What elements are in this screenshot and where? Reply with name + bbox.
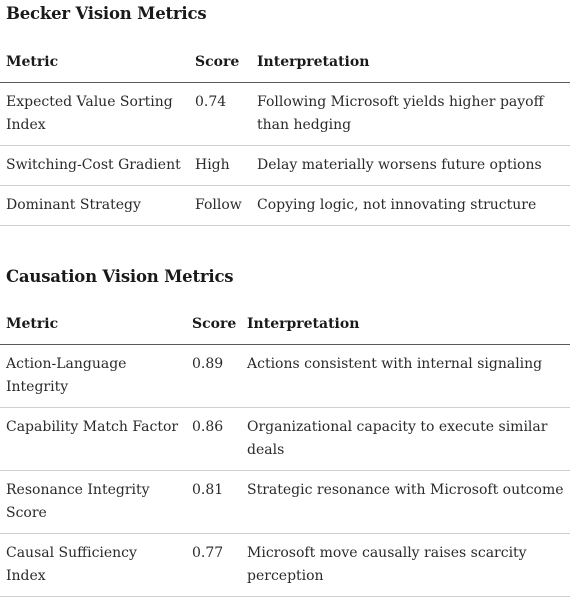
column-header-metric: Metric: [0, 306, 186, 345]
causation-metrics-table: [0, 306, 570, 597]
interpretation-cell: Following Microsoft yields higher payoff than hedging: [251, 83, 570, 146]
interpretation-cell: Actions consistent with internal signaling: [241, 345, 570, 408]
interpretation-cell: Delay materially worsens future options: [251, 146, 570, 186]
score-cell: 0.77: [186, 534, 241, 597]
score-cell: 0.86: [186, 408, 241, 471]
column-header-metric: Metric: [0, 44, 189, 83]
table-row: [0, 83, 570, 146]
interpretation-cell: Microsoft move causally raises scarcity perception: [241, 534, 570, 597]
column-header-interpretation: Interpretation: [241, 306, 570, 345]
score-cell: High: [189, 146, 251, 186]
table-row: [0, 146, 570, 186]
table-header-row: [0, 306, 570, 345]
interpretation-cell: Copying logic, not innovating structure: [251, 186, 570, 226]
metric-cell: Action-Language Integrity: [0, 345, 186, 408]
interpretation-cell: Strategic resonance with Microsoft outcome: [241, 471, 570, 534]
metric-cell: Dominant Strategy: [0, 186, 189, 226]
metric-cell: Expected Value Sorting Index: [0, 83, 189, 146]
metric-cell: Capability Match Factor: [0, 408, 186, 471]
score-cell: 0.74: [189, 83, 251, 146]
table-row: [0, 408, 570, 471]
table-row: [0, 345, 570, 408]
column-header-score: Score: [189, 44, 251, 83]
score-cell: 0.81: [186, 471, 241, 534]
metric-cell: Switching-Cost Gradient: [0, 146, 189, 186]
becker-metrics-table: [0, 44, 570, 226]
interpretation-cell: Organizational capacity to execute similar deals: [241, 408, 570, 471]
table-row: [0, 471, 570, 534]
metric-cell: Causal Sufficiency Index: [0, 534, 186, 597]
table-row: [0, 186, 570, 226]
score-cell: 0.89: [186, 345, 241, 408]
score-cell: Follow: [189, 186, 251, 226]
table-header-row: [0, 44, 570, 83]
causation-section-title: Causation Vision Metrics: [6, 267, 234, 286]
column-header-interpretation: Interpretation: [251, 44, 570, 83]
table-row: [0, 534, 570, 597]
becker-section-title: Becker Vision Metrics: [6, 4, 207, 23]
metric-cell: Resonance Integrity Score: [0, 471, 186, 534]
column-header-score: Score: [186, 306, 241, 345]
